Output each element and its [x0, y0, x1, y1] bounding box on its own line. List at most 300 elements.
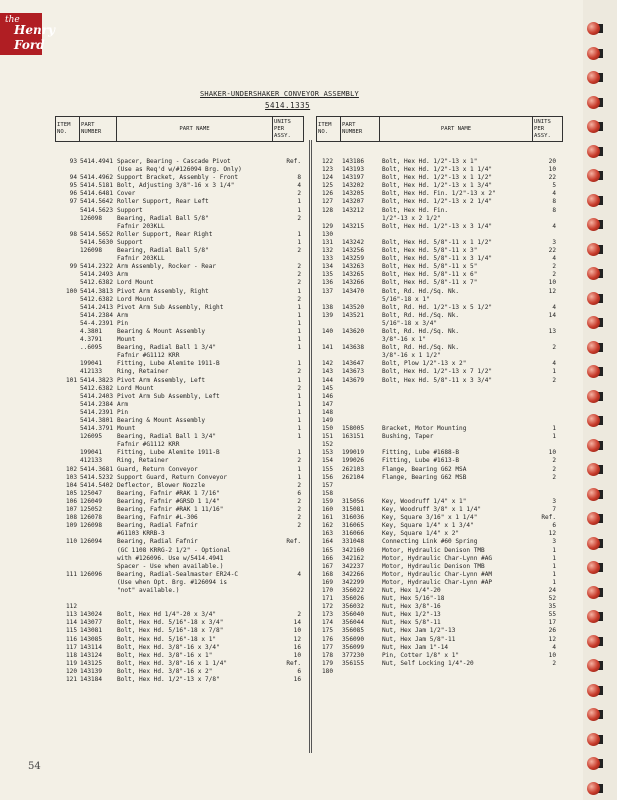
- table-row: [316, 336, 562, 344]
- part-number: 126049: [80, 497, 103, 505]
- table-row: [316, 158, 562, 166]
- units-per-assy: 1: [297, 408, 301, 416]
- item-number: 108: [65, 514, 77, 522]
- units-per-assy: 2: [552, 344, 556, 352]
- part-number: ..6095: [80, 344, 103, 352]
- units-per-assy: 2: [297, 522, 301, 530]
- part-name: Key, Square 1/4" x 2": [382, 530, 460, 538]
- table-row: [316, 668, 562, 676]
- table-row: [55, 644, 305, 652]
- table-row: [316, 579, 562, 587]
- part-name: Bolt, Rd. Hd./Sq. Nk.: [382, 287, 460, 295]
- table-row: [316, 611, 562, 619]
- part-name: Spacer, Bearing - Cascade Pivot: [117, 158, 231, 165]
- binder-ring: [587, 267, 600, 280]
- units-per-assy: 6: [552, 522, 556, 530]
- part-name: Motor, Hydraulic Denison TMB: [382, 546, 485, 554]
- table-row: [55, 190, 305, 198]
- part-name: Pivot Arm Sub Assembly, Right: [117, 303, 224, 311]
- units-per-assy: 2: [297, 611, 301, 619]
- table-row: [55, 239, 305, 247]
- part-name: Fafnir #G1112 KRR: [117, 352, 180, 360]
- table-row: [55, 182, 305, 190]
- logo-line2: Henry: [14, 23, 55, 37]
- units-per-assy: 2: [297, 497, 301, 505]
- item-number: 129: [321, 222, 333, 230]
- table-row: [316, 538, 562, 546]
- table-row: [55, 660, 305, 668]
- table-row: [316, 166, 562, 174]
- part-name: Bolt, Hex Hd. 5/16"-18 x 1": [117, 635, 217, 643]
- table-row: [316, 619, 562, 627]
- part-number: 143263: [342, 263, 365, 271]
- table-row: [55, 352, 305, 360]
- item-number: 138: [321, 303, 333, 311]
- table-row: [55, 271, 305, 279]
- part-name: Bearing, Fafnir #L-306: [117, 514, 198, 522]
- part-number: 5414.2391: [80, 408, 114, 416]
- item-number: 168: [321, 570, 333, 578]
- table-row: [316, 182, 562, 190]
- item-number: 111: [65, 570, 77, 578]
- part-name: Lord Mount: [117, 295, 154, 303]
- table-row: [316, 344, 562, 352]
- item-number: 104: [65, 481, 77, 489]
- part-name: Bolt, Hex Hd. 3/8"-16 x 1": [117, 651, 213, 659]
- part-name: Bearing, Radial Ball 1 3/4": [117, 344, 217, 352]
- item-number: 131: [321, 238, 333, 246]
- table-row: [316, 247, 562, 255]
- header-part-number: PART NUMBER: [80, 117, 117, 142]
- part-number: 126098: [80, 214, 103, 222]
- item-number: 113: [65, 611, 77, 619]
- part-number: 342299: [342, 578, 365, 586]
- part-name: Fitting, Lube Alemite 1911-B: [117, 449, 220, 457]
- table-row: [316, 474, 562, 482]
- units-per-assy: 2: [297, 384, 301, 392]
- part-name: Motor, Hydraulic Denison TMB: [382, 562, 485, 570]
- item-number: 114: [65, 619, 77, 627]
- part-number: 5414.2413: [80, 303, 114, 311]
- table-row: [55, 425, 305, 433]
- part-name: Bolt, Hex Hd. 3/8"-16 x 2": [117, 667, 213, 675]
- units-per-assy: 2: [297, 368, 301, 376]
- part-name: 5/16"-18 x 3/4": [382, 319, 438, 327]
- part-name: Nut, Hex Jam 1"-14: [382, 643, 449, 651]
- item-number: 103: [65, 473, 77, 481]
- units-per-assy: 8: [297, 174, 301, 182]
- item-number: 171: [321, 595, 333, 603]
- units-per-assy: 1: [552, 433, 556, 441]
- units-per-assy: 2: [297, 271, 301, 279]
- table-row: [316, 231, 562, 239]
- item-number: 157: [321, 481, 333, 489]
- header-item-no: ITEM NO.: [317, 117, 341, 142]
- binder-ring: [587, 757, 600, 770]
- table-row: [55, 328, 305, 336]
- item-number: 175: [321, 627, 333, 635]
- units-per-assy: 4: [552, 303, 556, 311]
- units-per-assy: 1: [297, 198, 301, 206]
- table-row: [316, 288, 562, 296]
- units-per-assy: 1: [297, 433, 301, 441]
- part-name: Bolt, Hex Hd. 5/8"-11 x 3 3/4": [382, 376, 493, 384]
- binder-ring: [587, 782, 600, 795]
- item-number: 156: [321, 473, 333, 481]
- part-number: 356032: [342, 603, 365, 611]
- part-name: Motor, Hydraulic Char-Lynn #AG: [382, 554, 493, 562]
- units-per-assy: 2: [297, 190, 301, 198]
- item-number: 99: [69, 263, 77, 271]
- item-number: 105: [65, 489, 77, 497]
- part-name: Bolt, Hex Hd. 1/2"-13 x 7 1/2": [382, 368, 493, 376]
- part-name: (GC 1108 KRRG-2 1/2" - Optional: [117, 546, 231, 554]
- units-per-assy: 2: [552, 473, 556, 481]
- table-header-left: [55, 116, 304, 142]
- table-row: [55, 449, 305, 457]
- part-number: 143193: [342, 166, 365, 174]
- part-number: 5414.3801: [80, 417, 114, 424]
- units-per-assy: 4: [552, 222, 556, 230]
- item-number: 179: [321, 659, 333, 667]
- part-number: 356040: [342, 611, 365, 619]
- table-row: [316, 595, 562, 603]
- part-number: 199041: [80, 360, 103, 368]
- part-number: 143139: [80, 667, 103, 675]
- binder-ring: [587, 47, 600, 60]
- table-row: [316, 190, 562, 198]
- item-number: 140: [321, 327, 333, 335]
- units-per-assy: 14: [548, 311, 556, 319]
- item-number: 95: [69, 182, 77, 190]
- part-name: Bearing, Radial Fafnir: [117, 522, 198, 530]
- binder-ring: [587, 341, 600, 354]
- item-number: 122: [321, 158, 333, 165]
- table-row: [55, 474, 305, 482]
- units-per-assy: 10: [548, 449, 556, 457]
- part-number: 143256: [342, 247, 365, 255]
- table-row: [316, 223, 562, 231]
- item-number: 176: [321, 635, 333, 643]
- assembly-code: 5414.1335: [265, 101, 311, 110]
- part-name: Spacer - Use when available.): [117, 562, 224, 570]
- table-row: [55, 668, 305, 676]
- part-name: Nut, Hex 3/8"-16: [382, 603, 441, 611]
- column-divider: [309, 140, 310, 753]
- part-name: Bearing, Radial Fafnir: [117, 538, 198, 546]
- part-name: 5/16"-18 x 1": [382, 295, 430, 303]
- table-row: [55, 571, 305, 579]
- item-number: 178: [321, 651, 333, 659]
- units-per-assy: 55: [548, 611, 556, 619]
- units-per-assy: 4: [297, 182, 301, 190]
- units-per-assy: 12: [293, 635, 301, 643]
- part-number: 126098: [80, 247, 103, 255]
- part-name: Bolt, Hex Hd 1/4"-20 x 3/4": [117, 611, 217, 619]
- part-number: 356085: [342, 627, 365, 635]
- table-row: [55, 587, 305, 595]
- part-number: 356044: [342, 619, 365, 627]
- part-number: 356022: [342, 586, 365, 594]
- table-row: [55, 377, 305, 385]
- table-row: [55, 636, 305, 644]
- units-per-assy: 52: [548, 595, 556, 603]
- item-number: 134: [321, 263, 333, 271]
- units-per-assy: 2: [297, 514, 301, 522]
- table-row: [55, 676, 305, 684]
- part-name: Bolt, Hex Hd. Fin.: [382, 206, 449, 214]
- item-number: 159: [321, 497, 333, 505]
- part-number: 143205: [342, 190, 365, 198]
- table-row: [316, 457, 562, 465]
- part-number: 5414.5181: [80, 182, 114, 190]
- part-name: Bolt, Hex Hd. 1/2"-13 x 1 1/2": [382, 174, 493, 182]
- units-per-assy: 12: [548, 635, 556, 643]
- table-row: [55, 288, 305, 296]
- item-number: 130: [321, 230, 333, 238]
- table-row: [55, 336, 305, 344]
- units-per-assy: 1: [297, 360, 301, 368]
- binder-ring: [587, 537, 600, 550]
- table-row: [55, 506, 305, 514]
- table-row: [55, 457, 305, 465]
- table-row: [316, 530, 562, 538]
- table-row: [55, 490, 305, 498]
- part-name: Nut, Hex 1/2"-13: [382, 611, 441, 619]
- item-number: 98: [69, 230, 77, 238]
- units-per-assy: 12: [548, 530, 556, 538]
- table-row: [55, 579, 305, 587]
- part-name: Bolt, Hex Hd. 5/8"-11 x 3": [382, 247, 478, 255]
- part-number: 5412.6382: [80, 279, 114, 287]
- part-number: 412133: [80, 457, 103, 465]
- table-row: [316, 360, 562, 368]
- binder-ring: [587, 659, 600, 672]
- units-per-assy: 13: [548, 327, 556, 335]
- part-name: Bearing, Radial Ball 1 3/4": [117, 433, 217, 441]
- part-number: 126098: [80, 522, 103, 530]
- part-name: Bearing, Radial Ball 5/8": [117, 247, 209, 255]
- part-number: 5414.6481: [80, 190, 114, 198]
- header-part-number: PART NUMBER: [341, 117, 380, 142]
- item-number: 109: [65, 522, 77, 530]
- binder-ring: [587, 586, 600, 599]
- table-row: [55, 320, 305, 328]
- part-name: Bolt, Plow 1/2"-13 x 2": [382, 360, 467, 368]
- part-number: 143638: [342, 344, 365, 352]
- units-per-assy: 20: [548, 158, 556, 165]
- item-number: 116: [65, 635, 77, 643]
- units-per-assy: 2: [552, 457, 556, 465]
- part-name: Nut, Hex 5/16"-18: [382, 595, 445, 603]
- part-name: Ring, Retainer: [117, 368, 169, 376]
- binder-ring: [587, 120, 600, 133]
- table-row: [55, 279, 305, 287]
- item-number: 139: [321, 311, 333, 319]
- item-number: 106: [65, 497, 77, 505]
- part-number: 143202: [342, 182, 365, 190]
- units-per-assy: 16: [293, 676, 301, 683]
- binder-ring: [587, 463, 600, 476]
- spiral-binding: [583, 0, 617, 800]
- units-per-assy: 14: [293, 619, 301, 627]
- henry-ford-logo: [0, 13, 55, 55]
- part-number: 4.3791: [80, 336, 103, 344]
- part-name: Bolt, Rd. Hd./Sq. Nk.: [382, 311, 460, 319]
- item-number: 164: [321, 538, 333, 546]
- binder-ring: [587, 610, 600, 623]
- part-name: Nut, Self Locking 1/4"-20: [382, 659, 474, 667]
- table-row: [316, 482, 562, 490]
- part-number: 5414.3813: [80, 287, 114, 295]
- item-number: 96: [69, 190, 77, 198]
- part-name: Arm Assembly, Rocker - Rear: [117, 263, 217, 271]
- units-per-assy: 10: [293, 651, 301, 659]
- part-name: Bolt, Hex Hd. 5/8"-11 x 5": [382, 263, 478, 271]
- units-per-assy: 1: [552, 570, 556, 578]
- table-row: [316, 514, 562, 522]
- part-number: 143266: [342, 279, 365, 287]
- binder-ring: [587, 439, 600, 452]
- units-per-assy: 2: [297, 214, 301, 222]
- table-row: [55, 563, 305, 571]
- part-number: 143620: [342, 327, 365, 335]
- binder-ring: [587, 316, 600, 329]
- item-number: 97: [69, 198, 77, 206]
- table-row: [316, 522, 562, 530]
- units-per-assy: 12: [548, 287, 556, 295]
- part-number: 199019: [342, 449, 365, 457]
- item-number: 145: [321, 384, 333, 392]
- part-number: 143197: [342, 174, 365, 182]
- table-row: [316, 466, 562, 474]
- table-row: [316, 296, 562, 304]
- part-number: 143186: [342, 158, 365, 165]
- part-name: Bolt, Hex Hd. 1/2"-13 x 2 1/4": [382, 198, 493, 206]
- part-name: Nut, Hex Jam 5/8"-11: [382, 635, 456, 643]
- part-number: 143470: [342, 287, 365, 295]
- part-number: 125047: [80, 489, 103, 497]
- part-name: Flange, Bearing G62 MSA: [382, 465, 467, 473]
- parts-list-left: [55, 158, 305, 684]
- part-name: Fitting, Lube Alemite 1911-B: [117, 360, 220, 368]
- units-per-assy: 1: [297, 238, 301, 246]
- binder-ring: [587, 635, 600, 648]
- table-row: [55, 312, 305, 320]
- table-row: [55, 466, 305, 474]
- part-name: Connecting Link #60 Spring: [382, 538, 478, 546]
- binder-ring: [587, 292, 600, 305]
- part-number: 143207: [342, 198, 365, 206]
- item-number: 124: [321, 174, 333, 182]
- part-name: Arm: [117, 271, 129, 279]
- part-name: 3/8"-16 x 1": [382, 336, 427, 344]
- item-number: 118: [65, 651, 77, 659]
- part-number: 143242: [342, 238, 365, 246]
- part-name: (Use as Req'd w/#126094 Brg. Only): [117, 166, 242, 174]
- units-per-assy: 7: [552, 506, 556, 514]
- part-name: 1/2"-13 x 2 1/2": [382, 214, 441, 222]
- item-number: 120: [65, 667, 77, 675]
- binder-ring: [587, 71, 600, 84]
- part-number: 5414.3791: [80, 425, 114, 433]
- part-name: #G1103 KRRB-3: [117, 530, 165, 538]
- item-number: 126: [321, 190, 333, 198]
- part-name: Nut, Hex 1/4"-20: [382, 586, 441, 594]
- part-number: 143085: [80, 635, 103, 643]
- item-number: 121: [65, 676, 77, 683]
- part-number: 356099: [342, 643, 365, 651]
- header-item-no: ITEM NO.: [56, 117, 80, 142]
- units-per-assy: 1: [297, 230, 301, 238]
- units-per-assy: 1: [297, 417, 301, 424]
- item-number: 107: [65, 506, 77, 514]
- part-number: 143212: [342, 206, 365, 214]
- units-per-assy: 10: [548, 651, 556, 659]
- units-per-assy: 2: [552, 263, 556, 271]
- item-number: 163: [321, 530, 333, 538]
- units-per-assy: Ref.: [541, 514, 556, 522]
- part-name: Bolt, Hex Hd. 5/8"-11 x 6": [382, 271, 478, 279]
- item-number: 169: [321, 578, 333, 586]
- item-number: 137: [321, 287, 333, 295]
- part-name: Key, Square 1/4" x 1 3/4": [382, 522, 474, 530]
- table-row: [316, 239, 562, 247]
- part-name: "not" available.): [117, 586, 180, 594]
- item-number: 144: [321, 376, 333, 384]
- table-row: [55, 498, 305, 506]
- part-name: Bearing, Radial-Sealmaster ER24-C: [117, 570, 239, 578]
- binder-ring: [587, 243, 600, 256]
- table-row: [316, 571, 562, 579]
- part-name: with #126096. Use w/5414.4941: [117, 554, 224, 562]
- units-per-assy: 2: [552, 376, 556, 384]
- units-per-assy: 1: [297, 303, 301, 311]
- table-row: [316, 263, 562, 271]
- part-number: 143679: [342, 376, 365, 384]
- part-name: Nut, Hex Jam 1/2"-13: [382, 627, 456, 635]
- table-row: [316, 441, 562, 449]
- table-row: [316, 498, 562, 506]
- table-row: [316, 563, 562, 571]
- part-number: 143081: [80, 627, 103, 635]
- table-row: [316, 328, 562, 336]
- part-name: Lord Mount: [117, 279, 154, 287]
- part-name: Arm: [117, 400, 129, 408]
- item-number: 166: [321, 554, 333, 562]
- binder-ring: [587, 390, 600, 403]
- part-number: 126094: [80, 538, 103, 546]
- table-row: [316, 433, 562, 441]
- units-per-assy: 26: [548, 627, 556, 635]
- table-row: [316, 490, 562, 498]
- units-per-assy: 1: [552, 425, 556, 433]
- units-per-assy: 2: [297, 481, 301, 489]
- part-name: Pin: [117, 408, 129, 416]
- table-row: [55, 611, 305, 619]
- table-row: [316, 312, 562, 320]
- table-row: [316, 198, 562, 206]
- table-row: [55, 555, 305, 563]
- units-per-assy: 1: [297, 473, 301, 481]
- part-number: 5414.2384: [80, 311, 114, 319]
- item-number: 123: [321, 166, 333, 174]
- part-number: 5414.5402: [80, 481, 114, 489]
- part-number: 199041: [80, 449, 103, 457]
- units-per-assy: 1: [297, 465, 301, 473]
- units-per-assy: 2: [552, 271, 556, 279]
- binder-ring: [587, 145, 600, 158]
